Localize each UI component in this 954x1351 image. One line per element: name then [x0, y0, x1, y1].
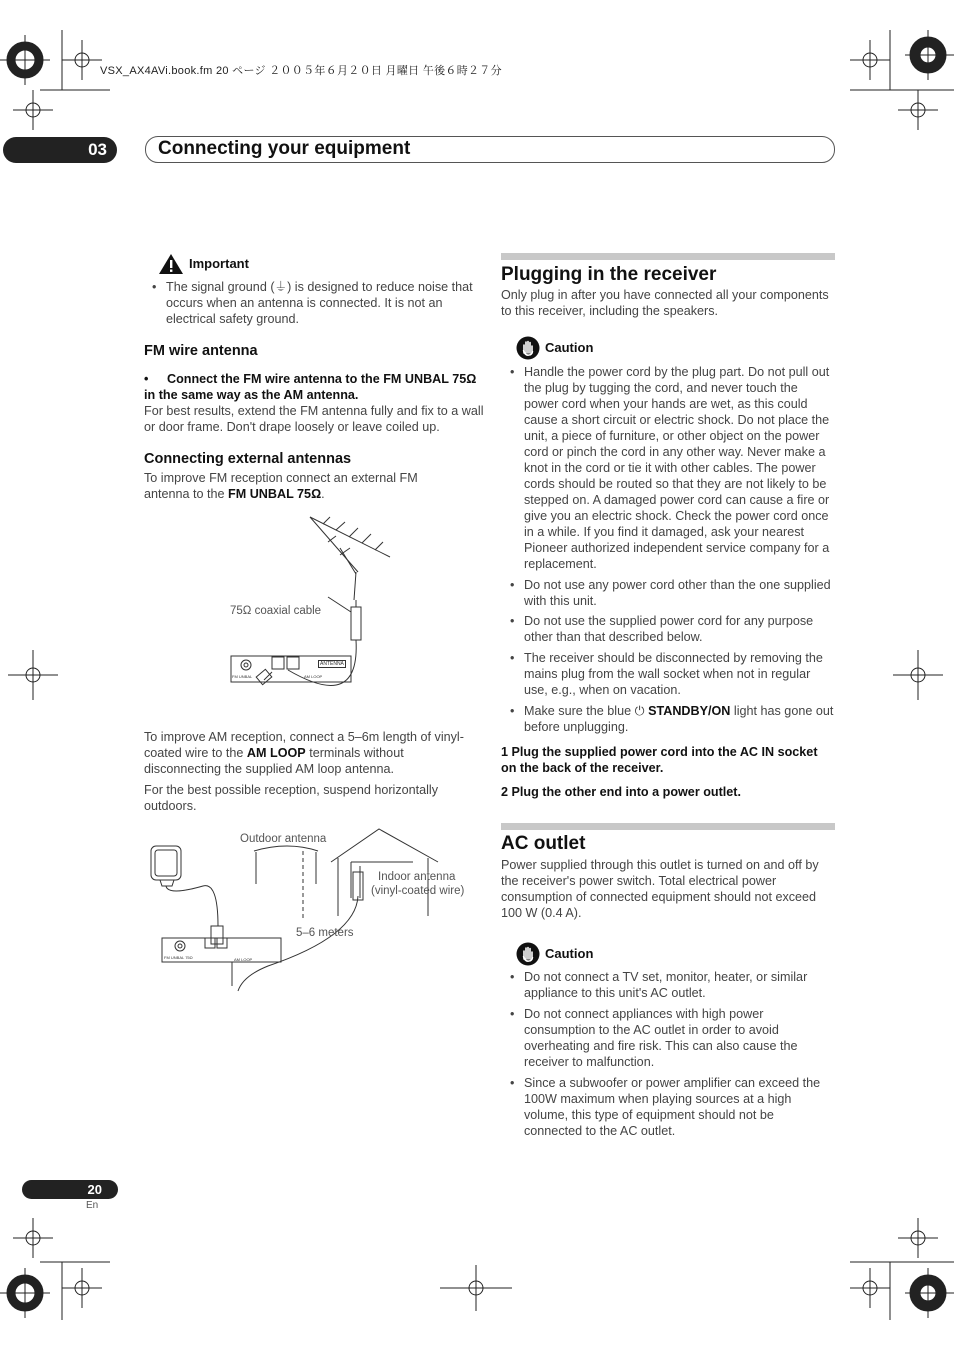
am-body-pre: To improve AM reception, connect a 5–6m length of vinyl-coated wire to the	[144, 730, 464, 760]
section-rule-2	[501, 823, 835, 830]
outdoor-antenna-label: Outdoor antenna	[240, 833, 327, 845]
page-language: En	[86, 1200, 99, 1211]
ac-bullet-3: • Since a subwoofer or power amplifier can exceed the 100W maximum when playing sources at a high volume, this type of equipment should not be connected to the AC outlet.	[510, 1075, 834, 1139]
am-antenna-diagram	[148, 826, 478, 996]
fm-wire-body: For best results, extend the FM antenna fully and fix to a wall or door frame. Don't drape loosely or leave coiled up.	[144, 404, 484, 434]
chapter-number: 03	[3, 137, 117, 163]
indoor-antenna-label: Indoor antenna	[378, 871, 456, 883]
ac-bullet-2-text: Do not connect appliances with high power consumption to the AC outlet in order to avoid overheating and fire risk. This can also cause the receiver to malfunction.	[524, 1007, 798, 1069]
plugging-heading: Plugging in the receiver	[501, 264, 717, 285]
warning-icon	[158, 253, 184, 280]
plug-step-1: 1 Plug the supplied power cord into the AC IN socket on the back of the receiver.	[501, 745, 818, 775]
plug-step-2: 2 Plug the other end into a power outlet.	[501, 785, 741, 799]
plug-bullet-3: • Do not use the supplied power cord for any purpose other than that described below.	[510, 613, 834, 645]
page-number: 20	[22, 1180, 118, 1199]
plug-bullet-4-text: The receiver should be disconnected by removing the mains plug from the wall socket when not in regular use, e.g., when on vacation.	[524, 651, 823, 697]
plug-bullet-2-text: Do not use any power cord other than the one supplied with this unit.	[524, 578, 831, 608]
am-body	[144, 729, 484, 777]
fm-wire-heading: FM wire antenna	[144, 343, 258, 359]
am-body-post: terminals without disconnecting the supplied AM loop antenna.	[144, 746, 404, 776]
ac-bullet-1: • Do not connect a TV set, monitor, heater, or similar appliance to this unit's AC outlet.	[510, 969, 834, 1001]
external-body-bold: FM UNBAL 75Ω	[228, 487, 322, 501]
panel-am-label: AM LOOP	[304, 674, 323, 679]
fm-antenna-diagram	[228, 512, 398, 722]
important-bullet: • The signal ground (⏚) is designed to reduce noise that occurs when an antenna is connected. It is not an electrical safety ground.	[152, 279, 478, 327]
fm-wire-instruction: • Connect the FM wire antenna to the FM UNBAL 75Ω in the same way as the AM antenna.	[144, 372, 477, 402]
fm-wire-instruction-b: Ω in the same way as the AM antenna.	[144, 372, 477, 402]
external-body-post: .	[321, 487, 325, 501]
chapter-title: Connecting your equipment	[158, 138, 411, 159]
am-body-bold: AM LOOP	[246, 746, 306, 760]
panel-fm-label-2: FM UNBAL 75Ω	[164, 955, 193, 960]
ac-bullet-2: • Do not connect appliances with high power consumption to the AC outlet in order to avoid overheating and fire risk. This can also cause the receiver to malfunction.	[510, 1006, 834, 1070]
important-text: The signal ground (⏚) is designed to reduce noise that occurs when an antenna is connected. It is not an electrical safety ground.	[166, 280, 473, 326]
section-rule	[501, 253, 835, 260]
fm-antenna-illustration	[228, 512, 398, 722]
external-body-pre: To improve FM reception connect an external FM antenna to the	[144, 471, 418, 501]
plug-bullet-1: • Handle the power cord by the plug part. Do not pull out the plug by tugging the cord, and never touch the power cord when your hands are wet, as this could cause a short circuit or electric shock. Do not place the unit, a piece of furniture, or other object on the power cord or pinch the cord in any other way. Never make a knot in the cord or tie it with other cables. The power cords should be routed so that they are not likely to be stepped on. A damaged power cord can cause a fire or give you an electric shock. Check the power cord once in a while. If you find it damaged, ask your nearest Pioneer authorized independent service company for a replacement.	[510, 364, 834, 572]
important-heading: Important	[189, 256, 249, 271]
file-header: VSX_AX4AVi.book.fm 20 ページ ２００５年６月２０日 月曜日 午後６時２７分	[100, 65, 502, 77]
fm-wire-instruction-a: Connect the FM wire antenna to the FM UNBAL 75	[167, 372, 467, 386]
meters-label: 5–6 meters	[296, 927, 354, 939]
indoor-antenna-sublabel: (vinyl-coated wire)	[371, 885, 465, 897]
suspend-body: For the best possible reception, suspend horizontally outdoors.	[144, 783, 439, 813]
plug-bullet-5: • Make sure the blue ⏻ STANDBY/ON light has gone out before unplugging.	[510, 704, 834, 734]
plug-bullet-4: • The receiver should be disconnected by removing the mains plug from the wall socket when not in regular use, e.g., when on vacation.	[510, 650, 834, 698]
plug-bullet-2: • Do not use any power cord other than the one supplied with this unit.	[510, 577, 834, 609]
coax-label: 75Ω coaxial cable	[230, 605, 322, 617]
caution-hand-icon-2	[516, 942, 540, 971]
standby-pre: Make sure the blue ⏻	[524, 704, 649, 718]
external-body	[144, 470, 444, 502]
ac-bullet-3-text: Since a subwoofer or power amplifier can exceed the 100W maximum when playing sources at a high volume, this type of equipment should not be connected to the AC outlet.	[524, 1076, 821, 1138]
plugging-intro: Only plug in after you have connected all your components to this receiver, including the speakers.	[501, 288, 829, 318]
ac-outlet-intro: Power supplied through this outlet is turned on and off by the receiver's power switch. Total electrical power consumption of connected equipment should not exceed 100 W (0.4 A).	[501, 858, 819, 920]
ac-outlet-heading: AC outlet	[501, 833, 586, 854]
caution-hand-icon	[516, 336, 540, 365]
standby-bold: STANDBY/ON	[648, 704, 731, 718]
am-antenna-illustration	[148, 826, 478, 996]
ac-bullet-1-text: Do not connect a TV set, monitor, heater, or similar appliance to this unit's AC outlet.	[524, 970, 808, 1000]
caution-heading-2: Caution	[545, 946, 594, 961]
panel-fm-label: FM UNBAL	[232, 674, 253, 679]
plug-bullet-1-text: Handle the power cord by the plug part. Do not pull out the plug by tugging the cord, and never touch the power cord when your hands are wet, as this could cause a short circuit or electric shock. Do not place the unit, a piece of furniture, or other object on the power cord or pinch the cord in any other way. Never make a knot in the cord or tie it with other cables. The power cords should be routed so that they are not likely to be stepped on. A damaged power cord can cause a fire or give you an electric shock. Check the power cord once in a while. If you find it damaged, ask your nearest Pioneer authorized independent service company for a replacement.	[524, 365, 830, 571]
panel-am-label-2: AM LOOP	[234, 957, 253, 962]
standby-post: light has gone out before unplugging.	[524, 704, 834, 734]
caution-heading-1: Caution	[545, 340, 594, 355]
plug-bullet-3-text: Do not use the supplied power cord for any purpose other than that described below.	[524, 614, 814, 644]
panel-antenna-label: ANTENNA	[320, 661, 344, 667]
external-heading: Connecting external antennas	[144, 451, 352, 467]
